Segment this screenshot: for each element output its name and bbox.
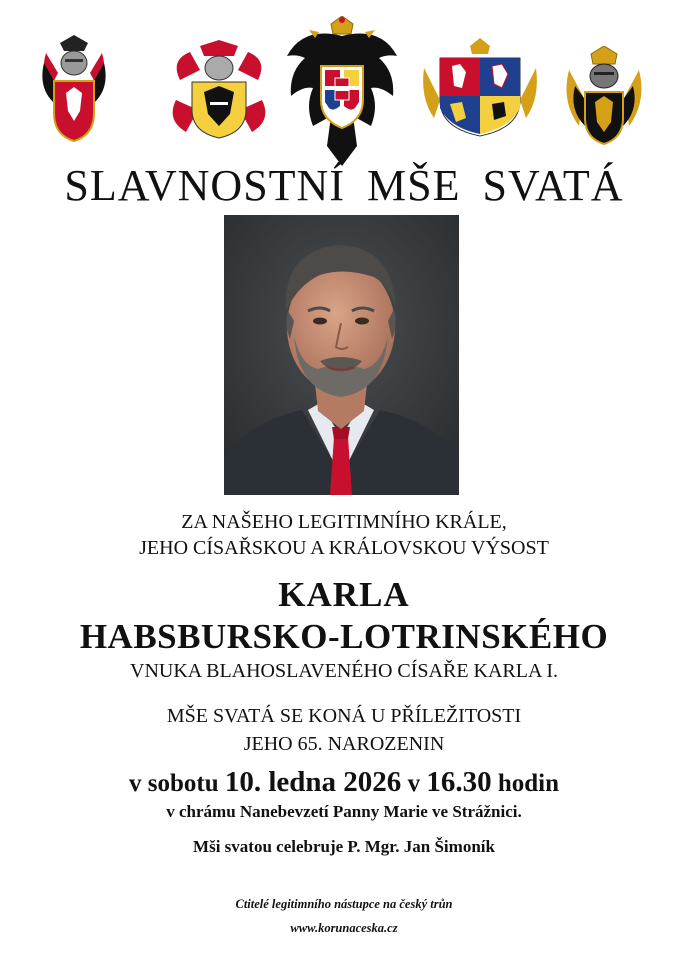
habsburg-double-eagle-icon: [283, 16, 401, 166]
bohemian-coat-of-arms-icon: [565, 46, 643, 146]
coats-of-arms-row: [0, 8, 688, 158]
occasion-line-2: JEHO 65. NAROZENIN: [243, 733, 445, 755]
man-portrait-photo: [224, 215, 459, 495]
intro-line-2: JEHO CÍSAŘSKOU A KRÁLOVSKOU VÝSOST: [139, 537, 549, 559]
footer-organization: Ctitelé legitimního nástupce na český trůn: [235, 897, 453, 911]
event-date-time: [0, 766, 688, 799]
event-place: v chrámu Nanebevzetí Panny Marie ve Strážnici.: [166, 802, 522, 821]
date-time: 16.30: [426, 766, 492, 798]
occasion-line-1: MŠE SVATÁ SE KONÁ U PŘÍLEŽITOSTI: [166, 705, 522, 727]
page-title: SLAVNOSTNÍ MŠE SVATÁ: [64, 161, 624, 210]
name-line-2: HABSBURSKO-LOTRINSKÉHO: [79, 617, 609, 656]
date-mid: v: [401, 770, 427, 797]
footer-website-link[interactable]: www.korunaceska.cz: [290, 921, 398, 935]
date-day: 10. ledna 2026: [224, 766, 402, 798]
grandson-line: VNUKA BLAHOSLAVENÉHO CÍSAŘE KARLA I.: [130, 660, 558, 682]
date-suffix: hodin: [491, 770, 559, 797]
intro-line-1: ZA NAŠEHO LEGITIMNÍHO KRÁLE,: [181, 511, 507, 533]
date-prefix: v sobotu: [129, 770, 225, 797]
name-line-1: KARLA: [278, 575, 410, 614]
moravian-coat-of-arms-icon: [40, 33, 108, 143]
lands-of-crown-coat-of-arms-icon: [420, 38, 540, 138]
celebrant-line: Mši svatou celebruje P. Mgr. Jan Šimoník: [193, 837, 495, 856]
silesian-coat-of-arms-icon: [170, 40, 268, 140]
